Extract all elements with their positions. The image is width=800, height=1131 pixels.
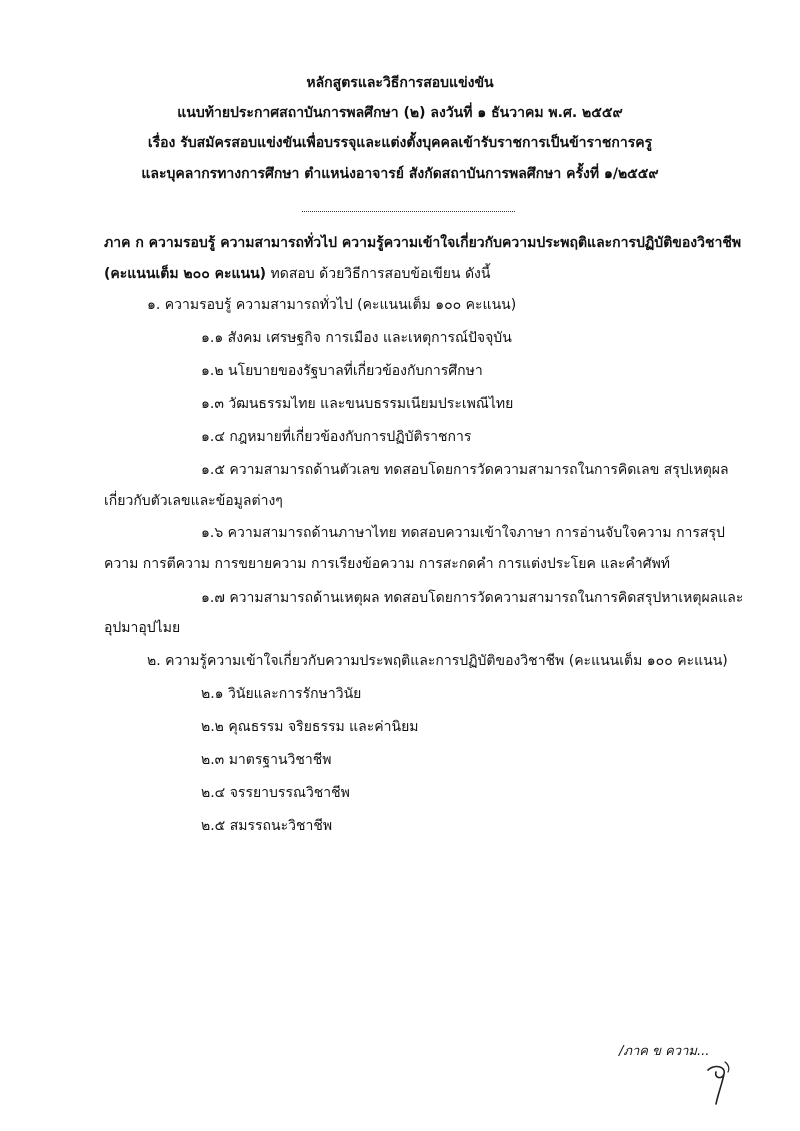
section-a-heading: ภาค ก ความรอบรู้ ความสามารถทั่วไป ความรู้ความเข้าใจเกี่ยวกับความประพฤติและการปฏิบัติของวิชาชีพ [104,235,742,251]
section-a-total-score: (คะแนนเต็ม ๒๐๐ คะแนน) [104,266,267,282]
item-2-5: ๒.๕ สมรรถนะวิชาชีพ [201,818,333,834]
item-1-2: ๑.๒ นโยบายของรัฐบาลที่เกี่ยวข้องกับการศึกษา [201,363,483,379]
header-position-line: และบุคลากรทางการศึกษา ตำแหน่งอาจารย์ สังกัดสถาบันการพลศึกษา ครั้งที่ ๑/๒๕๕๙ [141,166,659,182]
signature-mark [700,1058,740,1108]
header-title: หลักสูตรและวิธีการสอบแข่งขัน [306,75,494,91]
item-1-5: ๑.๕ ความสามารถด้านตัวเลข ทดสอบโดยการวัดความสามารถในการคิดเลข สรุปเหตุผล [201,462,729,478]
item-2: ๒. ความรู้ความเข้าใจเกี่ยวกับความประพฤติและการปฏิบัติของวิชาชีพ (คะแนนเต็ม ๑๐๐ คะแนน) [147,653,728,669]
header-attachment-line: แนบท้ายประกาศสถาบันการพลศึกษา (๒) ลงวันที่ ๑ ธันวาคม พ.ศ. ๒๕๕๙ [177,105,623,121]
section-a-heading-cont [104,263,490,285]
item-1-1: ๑.๑ สังคม เศรษฐกิจ การเมือง และเหตุการณ์ปัจจุบัน [201,330,512,346]
item-2-2: ๒.๒ คุณธรรม จริยธรรม และค่านิยม [201,719,419,735]
header-divider [302,211,515,212]
item-1: ๑. ความรอบรู้ ความสามารถทั่วไป (คะแนนเต็ม ๑๐๐ คะแนน) [147,297,517,313]
item-2-3: ๒.๓ มาตรฐานวิชาชีพ [201,752,332,768]
item-1-7-cont: อุปมาอุปไมย [104,620,181,636]
item-2-1: ๒.๑ วินัยและการรักษาวินัย [201,686,362,702]
item-1-4: ๑.๔ กฎหมายที่เกี่ยวข้องกับการปฏิบัติราชการ [201,429,472,445]
item-1-5-cont: เกี่ยวกับตัวเลขและข้อมูลต่างๆ [104,493,283,509]
item-1-6-cont: ความ การตีความ การขยายความ การเรียงข้อความ การสะกดคำ การแต่งประโยค และคำศัพท์ [104,556,671,572]
header-subject-line: เรื่อง รับสมัครสอบแข่งขันเพื่อบรรจุและแต่งตั้งบุคคลเข้ารับราชการเป็นข้าราชการครู [147,135,653,151]
item-2-4: ๒.๔ จรรยาบรรณวิชาชีพ [201,785,350,801]
item-1-3: ๑.๓ วัฒนธรรมไทย และขนบธรรมเนียมประเพณีไทย [201,396,514,412]
section-a-method: ทดสอบ ด้วยวิธีการสอบข้อเขียน ดังนี้ [266,266,491,282]
continuation-note: /ภาค ข ความ... [619,1044,710,1059]
item-1-6: ๑.๖ ความสามารถด้านภาษาไทย ทดสอบความเข้าใจภาษา การอ่านจับใจความ การสรุป [201,525,725,541]
item-1-7: ๑.๗ ความสามารถด้านเหตุผล ทดสอบโดยการวัดความสามารถในการคิดสรุปหาเหตุผลและ [201,590,744,606]
